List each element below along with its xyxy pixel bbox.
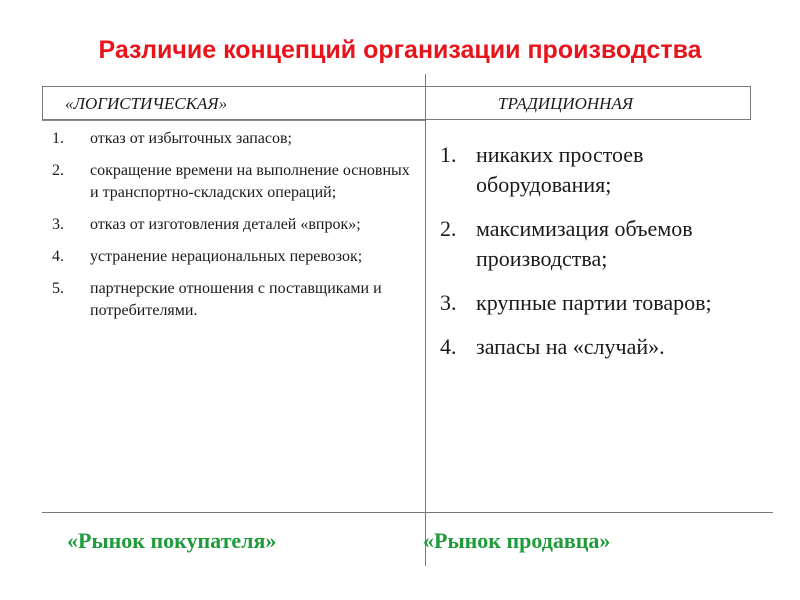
list-text: партнерские отношения с поставщиками и потребителями. — [90, 280, 382, 319]
buyers-market-label: «Рынок покупателя» — [67, 528, 277, 553]
column-header-row — [42, 86, 751, 120]
logistic-column-header: «ЛОГИСТИЧЕСКАЯ» — [65, 94, 228, 113]
list-text: запасы на «случай». — [476, 334, 665, 359]
list-item — [440, 288, 760, 318]
slide-title: Различие концепций организации производства — [98, 36, 702, 64]
list-text: отказ от изготовления деталей «впрок»; — [90, 216, 361, 233]
list-text: никаких простоев оборудования; — [476, 142, 644, 197]
list-text: крупные партии товаров; — [476, 290, 712, 315]
list-text: устранение нерациональных перевозок; — [90, 248, 363, 265]
list-item — [440, 214, 760, 274]
footer-divider — [42, 512, 773, 513]
list-number: 4. — [440, 334, 457, 359]
list-text: сокращение времени на выполнение основных и транспортно-складских операций; — [90, 162, 410, 201]
list-item — [440, 332, 760, 362]
list-number: 1. — [52, 130, 64, 147]
traditional-list — [440, 140, 760, 376]
list-item — [52, 278, 422, 322]
list-number: 1. — [440, 142, 457, 167]
list-number: 3. — [52, 216, 64, 233]
list-number: 2. — [440, 216, 457, 241]
traditional-column-header: ТРАДИЦИОННАЯ — [498, 94, 634, 113]
column-divider — [425, 74, 426, 566]
list-number: 4. — [52, 248, 64, 265]
list-item — [440, 140, 760, 200]
list-number: 2. — [52, 162, 64, 179]
list-text: максимизация объемов производства; — [476, 216, 693, 271]
list-item — [52, 214, 422, 236]
list-item — [52, 246, 422, 268]
list-number: 3. — [440, 290, 457, 315]
left-column-rule — [42, 120, 425, 121]
logistic-list — [52, 128, 422, 332]
list-item — [52, 128, 422, 150]
list-item — [52, 160, 422, 204]
sellers-market-label: «Рынок продавца» — [423, 528, 611, 553]
list-number: 5. — [52, 280, 64, 297]
list-text: отказ от избыточных запасов; — [90, 130, 292, 147]
